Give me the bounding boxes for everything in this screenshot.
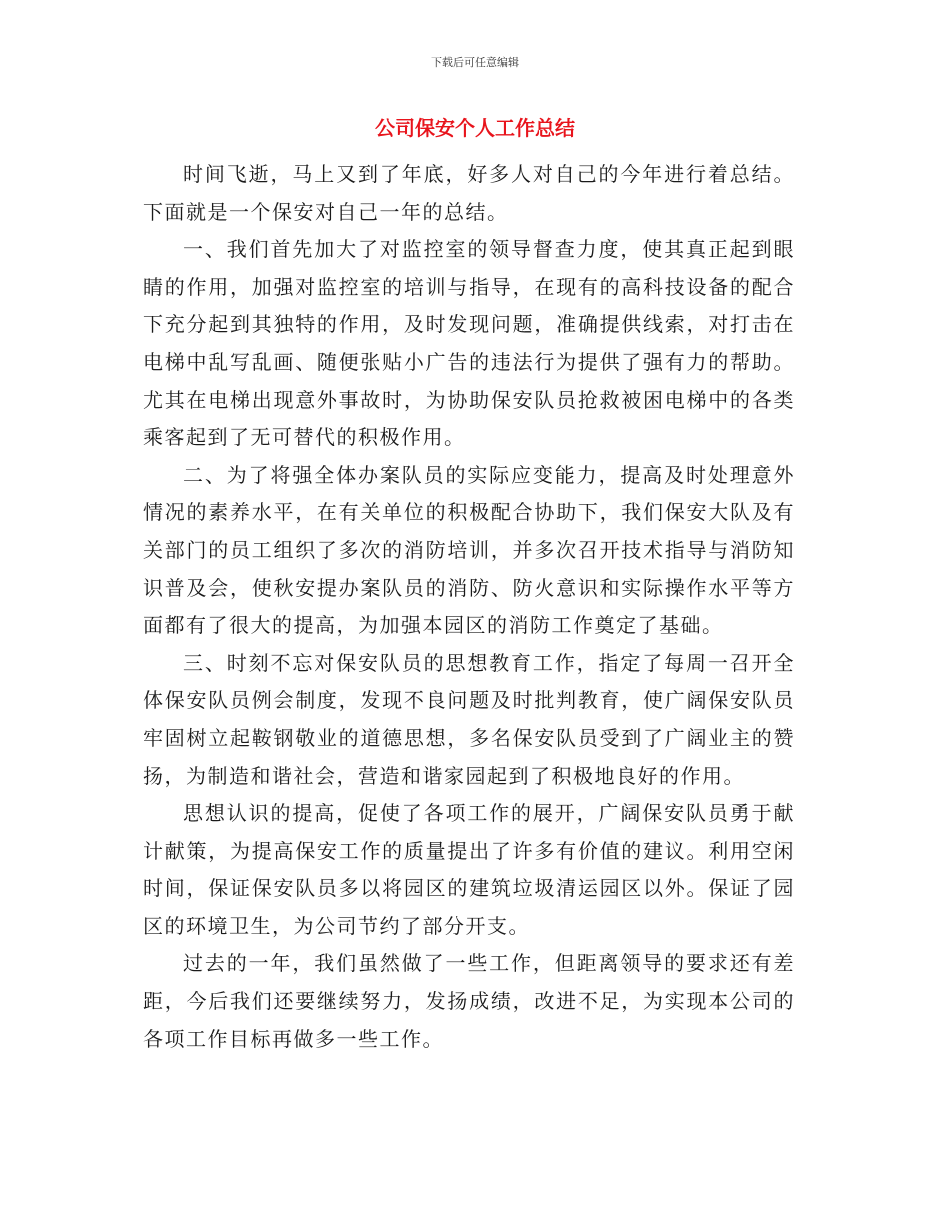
paragraph-conclusion: 过去的一年，我们虽然做了一些工作，但距离领导的要求还有差距，今后我们还要继续努力，发扬成绩，改进不足，为实现本公司的各项工作目标再做多一些工作。 (143, 951, 795, 1051)
paragraph-section-3: 三、时刻不忘对保安队员的思想教育工作，指定了每周一召开全体保安队员例会制度，发现不良问题及时批判教育，使广阔保安队员牢固树立起鞍钢敬业的道德思想，多名保安队员受到了广阔业主的赞扬，为制造和谐社会，营造和谐家园起到了积极地良好的作用。 (143, 650, 795, 788)
paragraph-intro: 时间飞逝，马上又到了年底，好多人对自己的今年进行着总结。下面就是一个保安对自己一年的总结。 (143, 162, 795, 224)
paragraph-section-1: 一、我们首先加大了对监控室的领导督查力度，使其真正起到眼睛的作用，加强对监控室的培训与指导，在现有的高科技设备的配合下充分起到其独特的作用，及时发现问题，准确提供线索，对打击在电梯中乱写乱画、随便张贴小广告的违法行为提供了强有力的帮助。尤其在电梯出现意外事故时，为协助保安队员抢救被困电梯中的各类乘客起到了无可替代的积极作用。 (143, 237, 795, 450)
paragraph-thoughts: 思想认识的提高，促使了各项工作的展开，广阔保安队员勇于献计献策，为提高保安工作的质量提出了许多有价值的建议。利用空闲时间，保证保安队员多以将园区的建筑垃圾清运园区以外。保证了园区的环境卫生，为公司节约了部分开支。 (143, 801, 795, 938)
document-body (143, 156, 795, 1058)
paragraph-section-2: 二、为了将强全体办案队员的实际应变能力，提高及时处理意外情况的素养水平，在有关单位的积极配合协助下，我们保安大队及有关部门的员工组织了多次的消防培训，并多次召开技术指导与消防知识普及会，使秋安提办案队员的消防、防火意识和实际操作水平等方面都有了很大的提高，为加强本园区的消防工作奠定了基础。 (143, 462, 795, 638)
page-header-note: 下载后可任意编辑 (431, 56, 519, 69)
document-title: 公司保安个人工作总结 (375, 116, 575, 140)
